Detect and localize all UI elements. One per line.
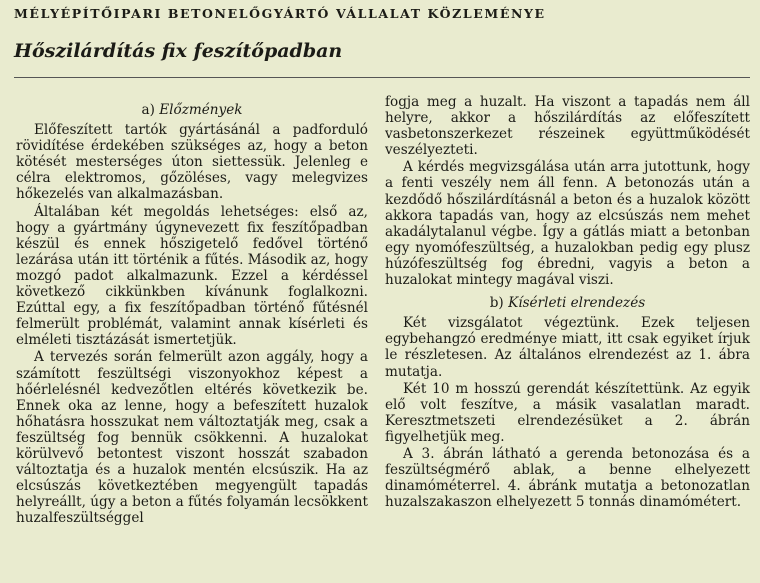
paragraph: Általában két megoldás lehetséges: első az, hogy a gyártmány úgynevezett fix feszítőpadban készül és ennek hőszigetelő fedővel történő lezárása után itt történik a fűtés. Második az, hogy mozgó padot alkalmazunk. Ezzel a kérdéssel következő cikkünkben kívánunk foglalkozni. Ezúttal egy, a fix feszítőpadban történő fűtésnél felmerült problémát, valamint annak kísérleti és elméleti tisztázását ismertetjük. — [16, 203, 368, 349]
left-column — [16, 102, 368, 527]
paragraph: Két vizsgálatot végeztünk. Ezek teljesen egybehangzó eredménye miatt, itt csak egyiket írjuk le részletesen. Az általános elrendezést az 1. ábra mutatja. — [385, 315, 750, 380]
section-a-heading — [16, 102, 368, 118]
journal-header: MÉLYÉPÍTŐIPARI BETONELŐGYÁRTÓ VÁLLALAT KÖZLEMÉNYE — [14, 6, 546, 21]
section-b-heading — [385, 295, 750, 311]
section-b-label: Kísérleti elrendezés — [508, 295, 646, 312]
title-divider — [14, 77, 750, 78]
right-column — [385, 94, 750, 511]
paragraph: A 3. ábrán látható a gerenda betonozása és a feszültségmérő ablak, a benne elhelyezett dinamóméterrel. 4. ábránk mutatja a betonozatlan huzalszakaszon elhelyezett 5 tonnás dinamómétert. — [385, 445, 750, 511]
paragraph: fogja meg a huzalt. Ha viszont a tapadás nem áll helyre, akkor a hőszilárdítás az előfeszített vasbetonszerkezet részeinek együttműködését veszélyezteti. — [385, 94, 750, 159]
paragraph: A kérdés megvizsgálása után arra jutottunk, hogy a fenti veszély nem áll fenn. A betonozás után a kezdődő hőszilárdításnál a beton és a huzalok között akkora tapadás van, hogy az elcsúszás nem mehet akadálytalanul végbe. Így a gátlás miatt a betonban egy nyomófeszültség, a huzalokban pedig egy plusz húzófeszültség fog ébredni, vagyis a beton a huzalokat mintegy magával viszi. — [385, 159, 750, 289]
paragraph: Két 10 m hosszú gerendát készítettünk. Az egyik elő volt feszítve, a másik vasalatlan maradt. Keresztmetszeti elrendezésüket a 2. ábrán figyelhetjük meg. — [385, 380, 750, 445]
article-title: Hőszilárdítás fix feszítőpadban — [14, 40, 343, 62]
section-a-label: Előzmények — [159, 102, 243, 118]
paragraph: Előfeszített tartók gyártásánál a padforduló rövidítése érdekében szükséges az, hogy a beton kötését mesterséges úton siettessük. Jelenleg e célra elektromos, gőzöléses, vagy melegvizes hőkezelés van alkalmazásban. — [16, 122, 368, 203]
section-a-letter: a) — [141, 102, 155, 118]
section-b-letter: b) — [489, 295, 504, 312]
paragraph: A tervezés során felmerült azon aggály, hogy a számított feszültségi viszonyokhoz képest a hőérlelésnél kedvezőtlen eltérés következik be. Ennek oka az lenne, hogy a befeszített huzalok hőhatásra hosszukat nem változtatják meg, csak a feszültség fog bennük csökkenni. A huzalokat körülvevő betontest viszont hosszát szabadon változtatja és a huzalok mentén elcsúszik. Ha az elcsúszás következtében megyengült tapadás helyreállt, úgy a beton a fűtés folyamán lecsökkent huzalfeszültséggel — [16, 349, 368, 527]
